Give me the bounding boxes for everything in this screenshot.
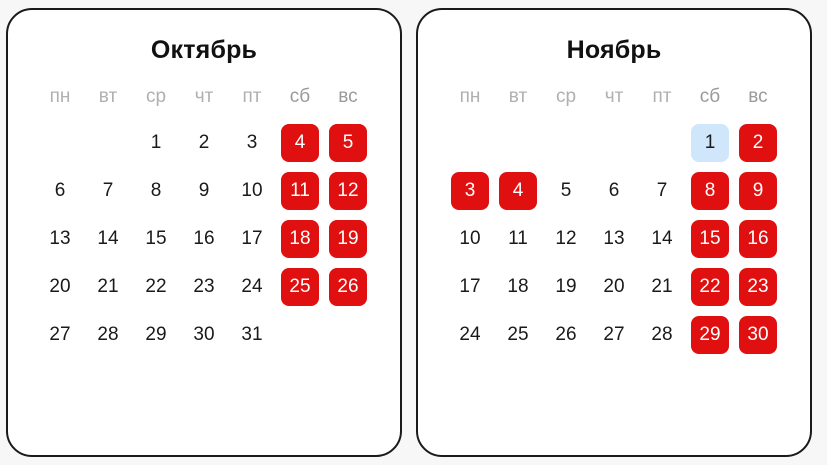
empty-day: [41, 124, 79, 162]
weekday-label-3: чт: [194, 86, 214, 107]
day-cell[interactable]: [84, 167, 132, 215]
day-cell[interactable]: [446, 263, 494, 311]
empty-day: [89, 124, 127, 162]
day-normal[interactable]: 28: [651, 324, 673, 345]
day-normal[interactable]: 15: [145, 228, 167, 249]
day-grid: [446, 119, 782, 359]
empty-cell: [446, 119, 494, 167]
day-cell[interactable]: [36, 215, 84, 263]
day-normal[interactable]: 28: [97, 324, 119, 345]
day-cell[interactable]: [324, 167, 372, 215]
weekday-label-5: сб: [289, 86, 311, 107]
day-cell[interactable]: [638, 215, 686, 263]
day-normal[interactable]: 25: [507, 324, 529, 345]
empty-cell: [84, 119, 132, 167]
day-cell[interactable]: [734, 167, 782, 215]
weekday-label-6: вс: [338, 86, 358, 107]
day-normal[interactable]: 10: [241, 180, 263, 201]
day-cell[interactable]: [132, 311, 180, 359]
day-holiday[interactable]: 4: [499, 172, 537, 210]
weekday-header: [36, 83, 372, 111]
day-normal[interactable]: 12: [555, 228, 577, 249]
day-cell[interactable]: [494, 167, 542, 215]
day-cell[interactable]: [276, 119, 324, 167]
day-normal[interactable]: 7: [656, 180, 668, 201]
day-holiday[interactable]: 12: [329, 172, 367, 210]
day-cell[interactable]: [276, 263, 324, 311]
day-cell[interactable]: [180, 215, 228, 263]
day-cell[interactable]: [686, 263, 734, 311]
month-card: [416, 8, 812, 457]
day-normal[interactable]: 10: [459, 228, 481, 249]
day-holiday[interactable]: 25: [281, 268, 319, 306]
day-holiday[interactable]: 4: [281, 124, 319, 162]
weekday-label-4: пт: [242, 86, 262, 107]
day-normal[interactable]: 20: [49, 276, 71, 297]
day-grid: [36, 119, 372, 359]
day-cell[interactable]: [84, 263, 132, 311]
day-cell[interactable]: [276, 167, 324, 215]
day-cell[interactable]: [324, 119, 372, 167]
empty-day: [547, 124, 585, 162]
day-cell[interactable]: [590, 167, 638, 215]
day-normal[interactable]: 1: [150, 132, 162, 153]
day-cell[interactable]: [324, 215, 372, 263]
day-normal[interactable]: 11: [508, 228, 528, 249]
day-normal[interactable]: 23: [193, 276, 215, 297]
empty-day: [643, 124, 681, 162]
day-cell[interactable]: [446, 167, 494, 215]
day-normal[interactable]: 22: [145, 276, 167, 297]
day-cell[interactable]: [36, 167, 84, 215]
day-cell[interactable]: [734, 263, 782, 311]
day-holiday[interactable]: 9: [739, 172, 777, 210]
day-cell[interactable]: [686, 167, 734, 215]
weekday-label-4: пт: [652, 86, 672, 107]
month-card: [6, 8, 402, 457]
day-normal[interactable]: 27: [49, 324, 71, 345]
day-holiday[interactable]: 23: [739, 268, 777, 306]
day-holiday[interactable]: 16: [739, 220, 777, 258]
day-cell[interactable]: [638, 311, 686, 359]
day-holiday[interactable]: 5: [329, 124, 367, 162]
day-cell[interactable]: [686, 311, 734, 359]
day-cell[interactable]: [36, 263, 84, 311]
day-cell[interactable]: [542, 167, 590, 215]
empty-cell: [494, 119, 542, 167]
day-cell[interactable]: [590, 215, 638, 263]
empty-cell: [638, 119, 686, 167]
day-normal[interactable]: 21: [651, 276, 673, 297]
day-normal[interactable]: 19: [555, 276, 577, 297]
day-cell[interactable]: [542, 263, 590, 311]
day-normal[interactable]: 17: [241, 228, 263, 249]
day-normal[interactable]: 6: [608, 180, 620, 201]
weekday-label-2: ср: [555, 86, 577, 107]
day-cell[interactable]: [228, 119, 276, 167]
weekday-label-0: пн: [49, 86, 71, 107]
empty-day: [595, 124, 633, 162]
day-cell[interactable]: [180, 119, 228, 167]
day-cell[interactable]: [276, 215, 324, 263]
day-cell[interactable]: [734, 311, 782, 359]
weekday-label-6: вс: [748, 86, 768, 107]
weekday-label-2: ср: [145, 86, 167, 107]
day-normal[interactable]: 26: [555, 324, 577, 345]
day-normal[interactable]: 7: [102, 180, 114, 201]
day-normal[interactable]: 14: [97, 228, 119, 249]
day-normal[interactable]: 21: [97, 276, 119, 297]
day-holiday[interactable]: 8: [691, 172, 729, 210]
day-normal[interactable]: 27: [603, 324, 625, 345]
weekday-label-3: чт: [604, 86, 624, 107]
day-normal[interactable]: 14: [651, 228, 673, 249]
day-normal[interactable]: 30: [193, 324, 215, 345]
day-holiday[interactable]: 26: [329, 268, 367, 306]
day-normal[interactable]: 3: [246, 132, 258, 153]
day-cell[interactable]: [132, 167, 180, 215]
day-normal[interactable]: 29: [145, 324, 167, 345]
day-normal[interactable]: 13: [603, 228, 625, 249]
day-normal[interactable]: 16: [193, 228, 215, 249]
day-normal[interactable]: 2: [198, 132, 210, 153]
day-cell[interactable]: [590, 311, 638, 359]
empty-day: [451, 124, 489, 162]
month-title: Октябрь: [150, 36, 258, 64]
day-normal[interactable]: 24: [459, 324, 481, 345]
day-normal[interactable]: 31: [241, 324, 263, 345]
empty-cell: [542, 119, 590, 167]
weekday-label-1: вт: [508, 86, 528, 107]
day-cell[interactable]: [494, 215, 542, 263]
empty-cell: [36, 119, 84, 167]
day-normal[interactable]: 24: [241, 276, 263, 297]
day-normal[interactable]: 18: [507, 276, 529, 297]
day-cell[interactable]: [84, 215, 132, 263]
day-cell[interactable]: [180, 263, 228, 311]
day-holiday[interactable]: 18: [281, 220, 319, 258]
day-holiday[interactable]: 29: [691, 316, 729, 354]
day-cell[interactable]: [228, 311, 276, 359]
day-holiday[interactable]: 2: [739, 124, 777, 162]
day-cell[interactable]: [180, 311, 228, 359]
day-cell[interactable]: [542, 311, 590, 359]
day-cell[interactable]: [84, 311, 132, 359]
day-cell[interactable]: [542, 215, 590, 263]
day-cell[interactable]: [324, 263, 372, 311]
day-cell[interactable]: [638, 263, 686, 311]
day-cell[interactable]: [132, 215, 180, 263]
day-holiday[interactable]: 22: [691, 268, 729, 306]
weekday-label-5: сб: [699, 86, 721, 107]
day-cell[interactable]: [494, 311, 542, 359]
day-holiday[interactable]: 30: [739, 316, 777, 354]
weekday-label-1: вт: [98, 86, 118, 107]
empty-cell: [590, 119, 638, 167]
day-cell[interactable]: [686, 119, 734, 167]
day-cell[interactable]: [686, 215, 734, 263]
day-cell[interactable]: [228, 263, 276, 311]
day-holiday[interactable]: 15: [691, 220, 729, 258]
day-cell[interactable]: [132, 119, 180, 167]
day-normal[interactable]: 5: [560, 180, 572, 201]
day-cell[interactable]: [228, 167, 276, 215]
day-normal[interactable]: 17: [459, 276, 481, 297]
day-holiday[interactable]: 3: [451, 172, 489, 210]
day-cell[interactable]: [494, 263, 542, 311]
day-cell[interactable]: [228, 215, 276, 263]
weekday-label-0: пн: [459, 86, 481, 107]
day-cell[interactable]: [180, 167, 228, 215]
day-normal[interactable]: 9: [198, 180, 210, 201]
day-today[interactable]: 1: [691, 124, 729, 162]
month-title: Ноябрь: [566, 36, 662, 64]
weekday-header: [446, 83, 782, 111]
day-cell[interactable]: [446, 311, 494, 359]
day-cell[interactable]: [132, 263, 180, 311]
day-normal[interactable]: 8: [150, 180, 162, 201]
day-normal[interactable]: 6: [54, 180, 66, 201]
day-cell[interactable]: [734, 215, 782, 263]
day-cell[interactable]: [590, 263, 638, 311]
day-holiday[interactable]: 19: [329, 220, 367, 258]
day-cell[interactable]: [446, 215, 494, 263]
day-normal[interactable]: 13: [49, 228, 71, 249]
empty-day: [499, 124, 537, 162]
day-cell[interactable]: [638, 167, 686, 215]
day-holiday[interactable]: 11: [281, 172, 319, 210]
day-cell[interactable]: [36, 311, 84, 359]
day-normal[interactable]: 20: [603, 276, 625, 297]
day-cell[interactable]: [734, 119, 782, 167]
